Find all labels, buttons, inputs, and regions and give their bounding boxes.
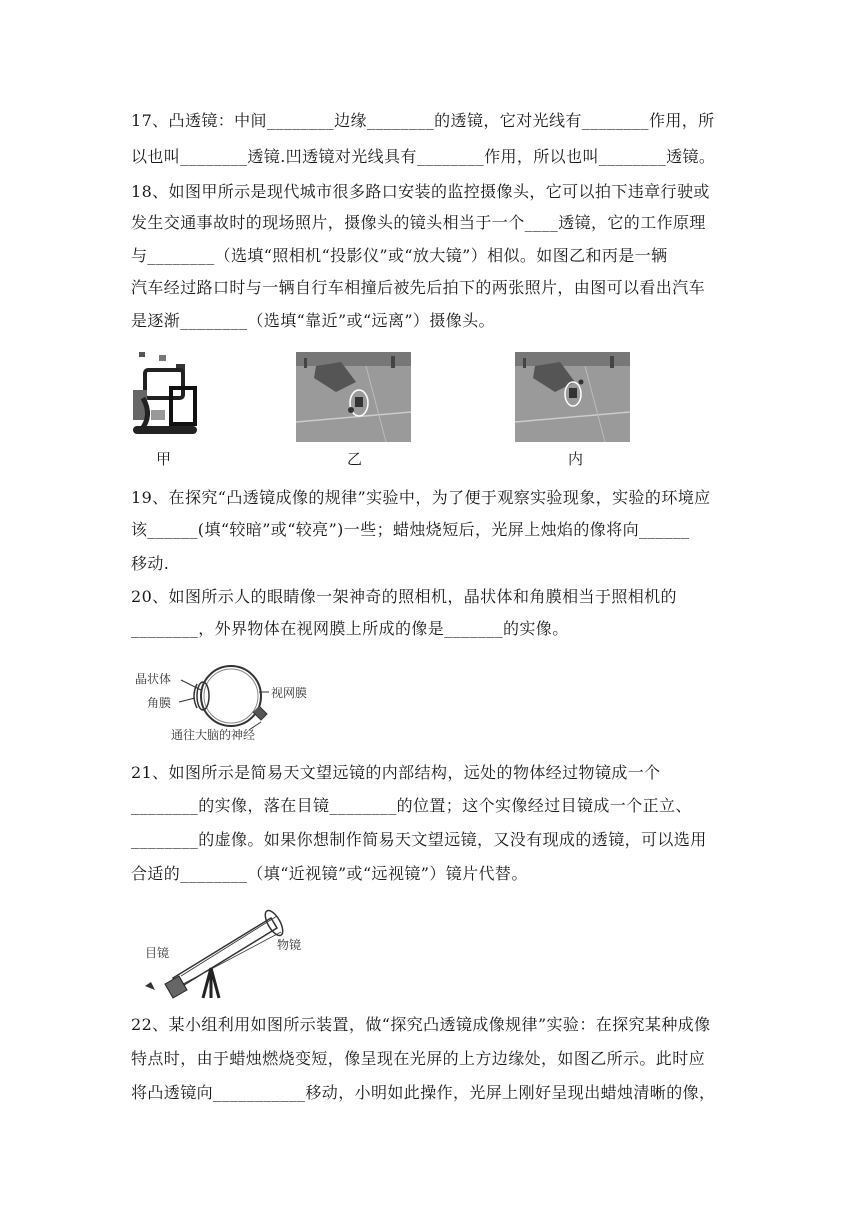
q17-line-1: 17、凸透镜：中间________边缘________的透镜，它对光线有________作用，所 (131, 111, 715, 130)
q20-line-2: ________，外界物体在视网膜上所成的像是_______的实像。 (131, 619, 569, 638)
q19-line-1: 19、在探究“凸透镜成像的规律”实验中，为了便于观察实验现象，实验的环境应 (131, 488, 711, 507)
q17-line-2: 以也叫________透镜.凹透镜对光线具有________作用，所以也叫________透镜。 (131, 147, 716, 166)
q18-line-4: 汽车经过路口时与一辆自行车相撞后被先后拍下的两张照片，由图可以看出汽车 (131, 278, 706, 297)
caption-jia: 甲 (156, 450, 172, 468)
eye-label-lens: 晶状体 (135, 672, 172, 686)
q21-line-4: 合适的________（填“近视镜”或“远视镜”）镜片代替。 (131, 864, 528, 883)
q18-line-3: 与________（选填“照相机“投影仪”或“放大镜”）相似。如图乙和丙是一辆 (131, 246, 668, 265)
q21-line-1: 21、如图所示是简易天文望远镜的内部结构，远处的物体经过物镜成一个 (131, 763, 661, 782)
q21-line-2: ________的实像，落在目镜________的位置；这个实像经过目镜成一个正立、 (131, 796, 692, 815)
road-photo-bing (515, 352, 630, 442)
q19-line-2: 该______(填“较暗”或“较亮”)一些；蜡烛烧短后，光屏上烛焰的像将向______ (131, 520, 690, 539)
telescope-label-eyepiece: 目镜 (145, 946, 170, 960)
caption-yi: 乙 (347, 450, 363, 468)
q18-line-1: 18、如图甲所示是现代城市很多路口安装的监控摄像头，它可以拍下违章行驶或 (131, 182, 710, 201)
q19-line-3: 移动. (131, 554, 170, 573)
eye-label-nerve: 通往大脑的神经 (171, 728, 256, 742)
telescope-label-objective: 物镜 (277, 938, 302, 952)
q22-line-3: 将凸透镜向___________移动，小明如此操作，光屏上刚好呈现出蜡烛清晰的像， (131, 1083, 716, 1102)
road-photo-yi (296, 352, 411, 442)
camera-photo-jia (131, 350, 201, 445)
q22-line-2: 特点时，由于蜡烛燃烧变短，像呈现在光屏的上方边缘处，如图乙所示。此时应 (131, 1049, 706, 1068)
telescope-diagram (131, 898, 306, 1000)
q18-line-5: 是逐渐________（选填“靠近”或“远离”）摄像头。 (131, 311, 495, 330)
q20-line-1: 20、如图所示人的眼睛像一架神奇的照相机，晶状体和角膜相当于照相机的 (131, 587, 677, 606)
caption-bing: 内 (568, 450, 584, 468)
eye-label-retina: 视网膜 (271, 686, 308, 700)
q18-line-2: 发生交通事故时的现场照片，摄像头的镜头相当于一个____透镜，它的工作原理 (131, 213, 706, 232)
eye-label-cornea: 角膜 (147, 696, 172, 710)
q21-line-3: ________的虚像。如果你想制作简易天文望远镜，又没有现成的透镜，可以选用 (131, 830, 707, 849)
eye-diagram (131, 662, 341, 744)
q22-line-1: 22、某小组利用如图所示装置，做“探究凸透镜成像规律”实验：在探究某种成像 (131, 1015, 711, 1034)
